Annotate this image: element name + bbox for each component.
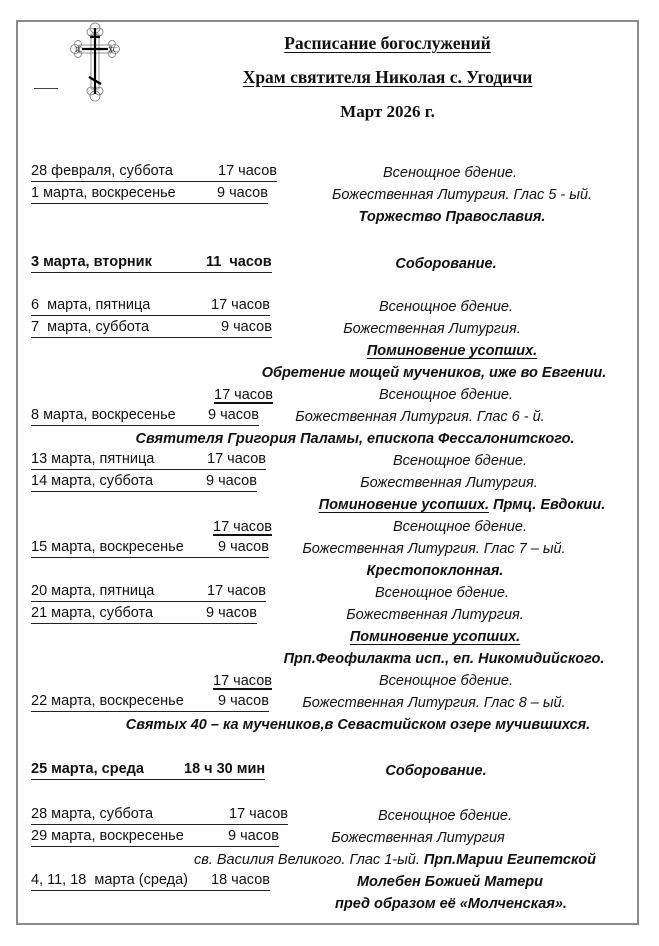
page-title: Расписание богослужений xyxy=(284,33,491,53)
schedule-service: Всенощное бдение. xyxy=(377,808,513,824)
schedule-service: Божественная Литургия. Глас 8 – ый. xyxy=(302,695,566,711)
schedule-service: Божественная Литургия. xyxy=(360,475,538,491)
schedule-row xyxy=(0,604,659,626)
schedule-service: Божественная Литургия. xyxy=(346,607,524,623)
feast-note: Прп.Феофилакта исп., еп. Никомидийского. xyxy=(283,651,605,667)
schedule-note xyxy=(0,893,659,915)
feast-note: Святителя Григория Паламы, епископа Фессалонитского. xyxy=(135,431,575,447)
schedule-date: 15 марта, воскресенье xyxy=(31,538,218,558)
schedule-service: Соборование. xyxy=(395,256,497,272)
feast-note: пред образом её «Молченская». xyxy=(335,896,567,912)
schedule-note xyxy=(0,648,659,670)
schedule-note xyxy=(0,494,659,516)
schedule-row xyxy=(0,162,659,184)
xc-letters: XC xyxy=(108,46,118,54)
ic-letters: IC xyxy=(75,46,82,54)
schedule-row xyxy=(0,582,659,604)
schedule-row xyxy=(0,184,659,206)
schedule-date: 8 марта, воскресенье xyxy=(31,406,208,426)
schedule-date: 29 марта, воскресенье xyxy=(31,827,228,847)
schedule-date: 28 марта, суббота xyxy=(31,805,229,825)
memorial-note: Поминовение усопших. xyxy=(349,629,521,645)
schedule-time: 17 часов xyxy=(214,387,273,403)
schedule-service: Всенощное бдение. xyxy=(378,673,514,689)
schedule-date: 21 марта, суббота xyxy=(31,604,206,624)
schedule-time: 9 часов xyxy=(221,318,272,338)
schedule-time: 9 часов xyxy=(218,538,269,558)
schedule-row xyxy=(0,450,659,472)
feast-note: Торжество Православия. xyxy=(358,209,546,225)
schedule-note xyxy=(0,428,659,450)
schedule-service: Божественная Литургия. Глас 5 - ый. xyxy=(331,187,593,203)
schedule-time: 9 часов xyxy=(228,827,279,847)
schedule-date: 7 марта, суббота xyxy=(31,318,221,338)
schedule-row xyxy=(0,827,659,849)
schedule-service: Всенощное бдение. xyxy=(392,453,528,469)
schedule-date: 3 марта, вторник xyxy=(31,253,206,273)
schedule-row xyxy=(0,384,659,406)
schedule-date: 14 марта, суббота xyxy=(31,472,206,492)
schedule-row xyxy=(0,692,659,714)
schedule-date: 25 марта, среда xyxy=(31,760,184,780)
schedule-date: 13 марта, пятница xyxy=(31,450,207,470)
schedule-note xyxy=(0,626,659,648)
schedule-time: 9 часов xyxy=(206,604,257,624)
schedule-note xyxy=(0,362,659,384)
schedule-time: 17 часов xyxy=(213,673,272,689)
schedule-date: 6 марта, пятница xyxy=(31,296,211,316)
schedule-service: Божественная Литургия. Глас 7 – ый. xyxy=(302,541,566,557)
schedule-note xyxy=(0,206,659,228)
schedule-service: Молебен Божией Матери xyxy=(356,874,544,890)
schedule-row xyxy=(0,296,659,318)
schedule-service: Соборование. xyxy=(385,763,487,779)
feast-note: Крестопоклонная. xyxy=(366,563,504,579)
memorial-note: Поминовение усопших. xyxy=(366,343,538,359)
schedule-note xyxy=(0,849,659,871)
schedule-row xyxy=(0,516,659,538)
schedule-row xyxy=(0,318,659,340)
schedule-time: 9 часов xyxy=(217,184,268,204)
feast-note: св. Василия Великого. Глас 1-ый. Прп.Марии Египетской xyxy=(193,852,597,868)
schedule-note xyxy=(0,340,659,362)
schedule-time: 17 часов xyxy=(229,805,288,825)
memorial-note: Поминовение усопших. Прмц. Евдокии. xyxy=(318,497,606,513)
schedule-row xyxy=(0,538,659,560)
schedule-time: 18 часов xyxy=(211,871,270,891)
schedule-time: 17 часов xyxy=(213,519,272,535)
schedule-service: Божественная Литургия xyxy=(331,830,505,846)
schedule-time: 17 часов xyxy=(207,582,266,602)
schedule-service: Всенощное бдение. xyxy=(378,387,514,403)
decorative-dash xyxy=(34,88,58,89)
schedule-service: Всенощное бдение. xyxy=(392,519,528,535)
schedule-time: 18 ч 30 мин xyxy=(184,760,265,780)
schedule-time: 17 часов xyxy=(211,296,270,316)
schedule-service: Божественная Литургия. xyxy=(343,321,521,337)
schedule-service: Божественная Литургия. Глас 6 - й. xyxy=(295,409,545,425)
feast-note: Обретение мощей мучеников, иже во Евгении. xyxy=(261,365,607,381)
schedule-note xyxy=(0,714,659,736)
schedule-row xyxy=(0,871,659,893)
church-name: Храм святителя Николая с. Угодичи xyxy=(242,67,533,87)
schedule-time: 9 часов xyxy=(208,406,259,426)
schedule-row xyxy=(0,253,659,275)
schedule-time: 9 часов xyxy=(206,472,257,492)
schedule-service: Всенощное бдение. xyxy=(378,299,514,315)
month-heading: Март 2026 г. xyxy=(340,102,435,121)
schedule-date: 20 марта, пятница xyxy=(31,582,207,602)
schedule-date: 4, 11, 18 марта (среда) xyxy=(31,871,211,891)
schedule-row xyxy=(0,760,659,782)
schedule-row xyxy=(0,406,659,428)
schedule-time: 17 часов xyxy=(218,162,277,182)
schedule-date: 1 марта, воскресенье xyxy=(31,184,217,204)
schedule-time: 11 часов xyxy=(206,253,272,273)
schedule-time: 17 часов xyxy=(207,450,266,470)
schedule-note xyxy=(0,560,659,582)
schedule-service: Всенощное бдение. xyxy=(374,585,510,601)
schedule-row xyxy=(0,805,659,827)
schedule-date: 28 февраля, суббота xyxy=(31,162,218,182)
schedule-row xyxy=(0,670,659,692)
schedule-time: 9 часов xyxy=(218,692,269,712)
schedule-service: Всенощное бдение. xyxy=(382,165,518,181)
schedule-date: 22 марта, воскресенье xyxy=(31,692,218,712)
schedule-row xyxy=(0,472,659,494)
feast-note: Святых 40 – ка мучеников,в Севастийском озере мучившихся. xyxy=(125,717,591,733)
